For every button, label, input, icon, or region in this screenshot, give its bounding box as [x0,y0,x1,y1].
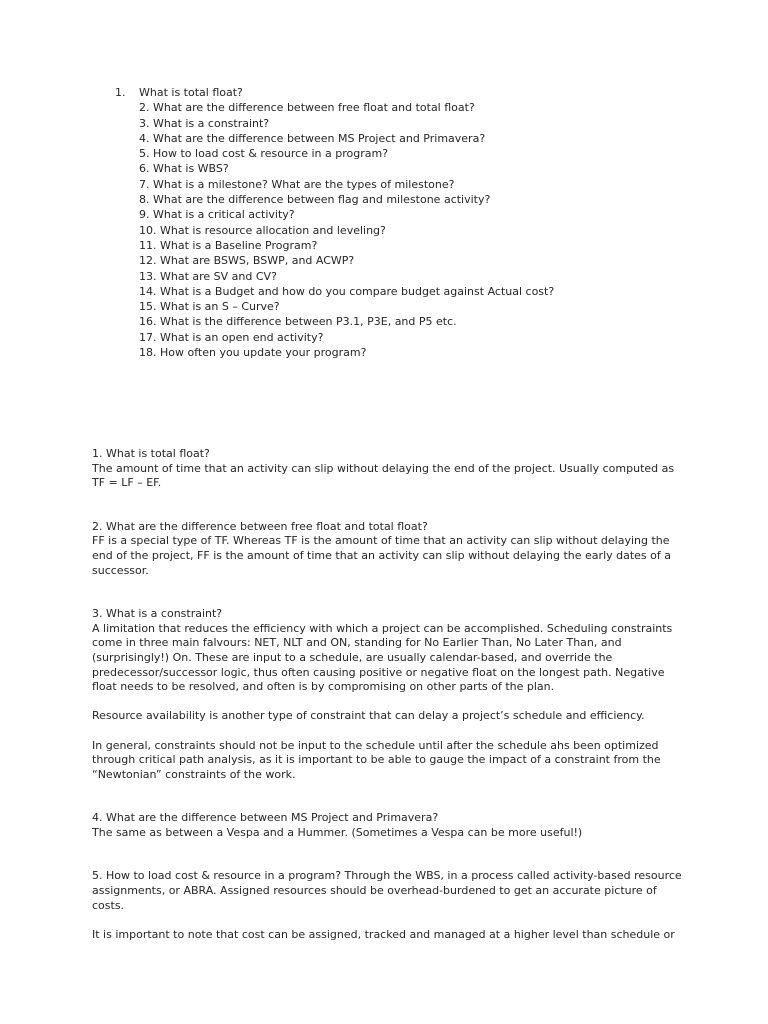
answer-paragraph: Resource availability is another type of constraint that can delay a project’s schedule and efficiency. [92,709,645,723]
question-text: 11. What is a Baseline Program? [139,238,318,252]
question-text: 15. What is an S – Curve? [139,300,280,314]
answer-block-4 [92,811,682,840]
question-item-16 [91,314,691,329]
answer-question: 3. What is a constraint? [92,607,223,621]
question-text: 17. What is an open end activity? [139,330,324,344]
question-item-6 [91,161,691,176]
question-text: 13. What are SV and CV? [139,269,277,283]
question-item-14 [91,284,691,299]
question-item-4 [91,131,691,146]
question-number: 1. [115,86,126,99]
question-text: 5. How to load cost & resource in a program? [139,147,389,161]
answer-block-1 [92,447,682,491]
question-text: 14. What is a Budget and how do you compare budget against Actual cost? [139,284,555,298]
question-text: 12. What are BSWS, BSWP, and ACWP? [139,254,355,268]
answer-question: 1. What is total float? [92,447,210,460]
answer-block-5 [92,869,682,942]
answer-block-3 [92,607,682,782]
question-item-5 [91,146,691,161]
question-item-13 [91,269,691,284]
question-text: 9. What is a critical activity? [139,208,295,222]
question-text: 10. What is resource allocation and leveling? [139,223,386,237]
question-list [91,85,691,360]
question-item-8 [91,192,691,207]
question-text: 7. What is a milestone? What are the types of milestone? [139,177,455,191]
question-text: 2. What are the difference between free float and total float? [139,101,475,115]
answer-paragraph: In general, constraints should not be input to the schedule until after the schedule ahs been optimized through critical path analysis, as it is important to be able to gauge the impact of a constraint from the “Newtonian” constraints of the work. [92,738,661,781]
question-item-17 [91,330,691,345]
question-text: What is total float? [139,86,243,99]
question-item-7 [91,177,691,192]
question-item-18 [91,345,691,360]
answers-section [92,447,682,942]
question-text: 6. What is WBS? [139,162,229,176]
question-item-3 [91,116,691,131]
answer-paragraph: It is important to note that cost can be assigned, tracked and managed at a higher level than schedule or [92,927,675,941]
question-item-15 [91,299,691,314]
answer-body: FF is a special type of TF. Whereas TF is the amount of time that an activity can slip without delaying the end of the project, FF is the amount of time that an activity can slip without delaying the early dates of a successor. [92,534,671,577]
question-item-12 [91,253,691,268]
question-item-9 [91,207,691,222]
question-item-10 [91,223,691,238]
answer-question: 2. What are the difference between free float and total float? [92,519,428,533]
question-item-1 [91,85,691,100]
answer-block-2 [92,520,682,578]
answer-body: The amount of time that an activity can slip without delaying the end of the project. Usually computed as TF = LF – EF. [92,461,675,490]
question-text: 16. What is the difference between P3.1, P3E, and P5 etc. [139,315,457,329]
answer-question: 4. What are the difference between MS Project and Primavera? [92,811,439,825]
question-text: 3. What is a constraint? [139,116,270,130]
answer-body: A limitation that reduces the efficiency with which a project can be accomplished. Scheduling constraints come in three main falvours: NET, NLT and ON, standing for No Earlier Than, No Later Than, and (surprisingly!) On. These are input to a schedule, are usually calendar-based, and override the predecessor/successor logic, thus often causing positive or negative float on the longest path. Negative float needs to be resolved, and often is by compromising on other parts of the plan. [92,621,673,694]
question-text: 18. How often you update your program? [139,346,367,360]
question-text: 4. What are the difference between MS Project and Primavera? [139,131,486,145]
answer-body: 5. How to load cost & resource in a program? Through the WBS, in a process called activity-based resource assignments, or ABRA. Assigned resources should be overhead-burdened to get an accurate picture of costs. [92,869,682,912]
question-item-11 [91,238,691,253]
question-item-2 [91,100,691,115]
question-text: 8. What are the difference between flag and milestone activity? [139,193,491,207]
answer-body: The same as between a Vespa and a Hummer. (Sometimes a Vespa can be more useful!) [92,825,583,839]
